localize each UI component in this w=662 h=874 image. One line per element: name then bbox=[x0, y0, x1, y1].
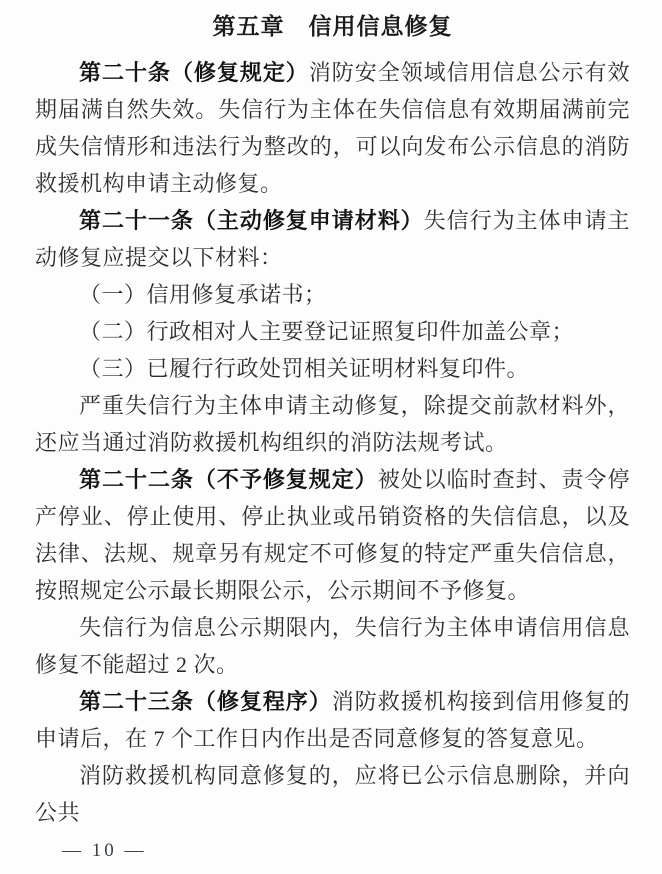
paragraph-text: 失信行为主体申请主动修复应提交以下材料： bbox=[35, 208, 630, 270]
article-paragraph bbox=[35, 54, 630, 202]
document-content bbox=[35, 12, 630, 831]
article-number-label: 第二十条（修复规定） bbox=[79, 60, 309, 85]
page-number: — 10 — bbox=[62, 840, 147, 861]
paragraph-text: （二）行政相对人主要登记证照复印件加盖公章； bbox=[79, 319, 575, 344]
article-number-label: 第二十一条（主动修复申请材料） bbox=[79, 208, 424, 233]
paragraph-text: 失信行为信息公示期限内，失信行为主体申请信用信息修复不能超过 2 次。 bbox=[35, 615, 630, 677]
chapter-title: 第五章 信用信息修复 bbox=[212, 13, 453, 39]
body-paragraph bbox=[35, 387, 630, 461]
paragraph-text: 消防安全领域信用信息公示有效期届满自然失效。失信行为主体在失信信息有效期届满前完成失信情形和违法行为整改的，可以向发布公示信息的消防救援机构申请主动修复。 bbox=[35, 60, 630, 196]
paragraph-text: （一）信用修复承诺书； bbox=[79, 282, 327, 307]
article-number-label: 第二十三条（修复程序） bbox=[79, 689, 332, 714]
body-paragraph bbox=[35, 757, 630, 831]
list-item-paragraph bbox=[35, 313, 630, 350]
paragraph-text: 严重失信行为主体申请主动修复，除提交前款材料外，还应当通过消防救援机构组织的消防法规考试。 bbox=[35, 393, 630, 455]
article-paragraph bbox=[35, 683, 630, 757]
article-paragraph bbox=[35, 202, 630, 276]
paragraph-text: 消防救援机构同意修复的，应将已公示信息删除，并向公共 bbox=[35, 763, 630, 825]
list-item-paragraph bbox=[35, 276, 630, 313]
paragraph-text: 消防救援机构接到信用修复的申请后，在 7 个工作日内作出是否同意修复的答复意见。 bbox=[35, 689, 630, 751]
body-paragraph bbox=[35, 609, 630, 683]
list-item-paragraph bbox=[35, 350, 630, 387]
paragraph-text: 被处以临时查封、责令停产停业、停止使用、停止执业或吊销资格的失信信息，以及法律、法规、规章另有规定不可修复的特定严重失信信息，按照规定公示最长期限公示，公示期间不予修复。 bbox=[35, 467, 630, 603]
article-paragraph bbox=[35, 461, 630, 609]
paragraph-text: （三）已履行行政处罚相关证明材料复印件。 bbox=[79, 356, 530, 381]
article-number-label: 第二十二条（不予修复规定） bbox=[79, 467, 378, 492]
